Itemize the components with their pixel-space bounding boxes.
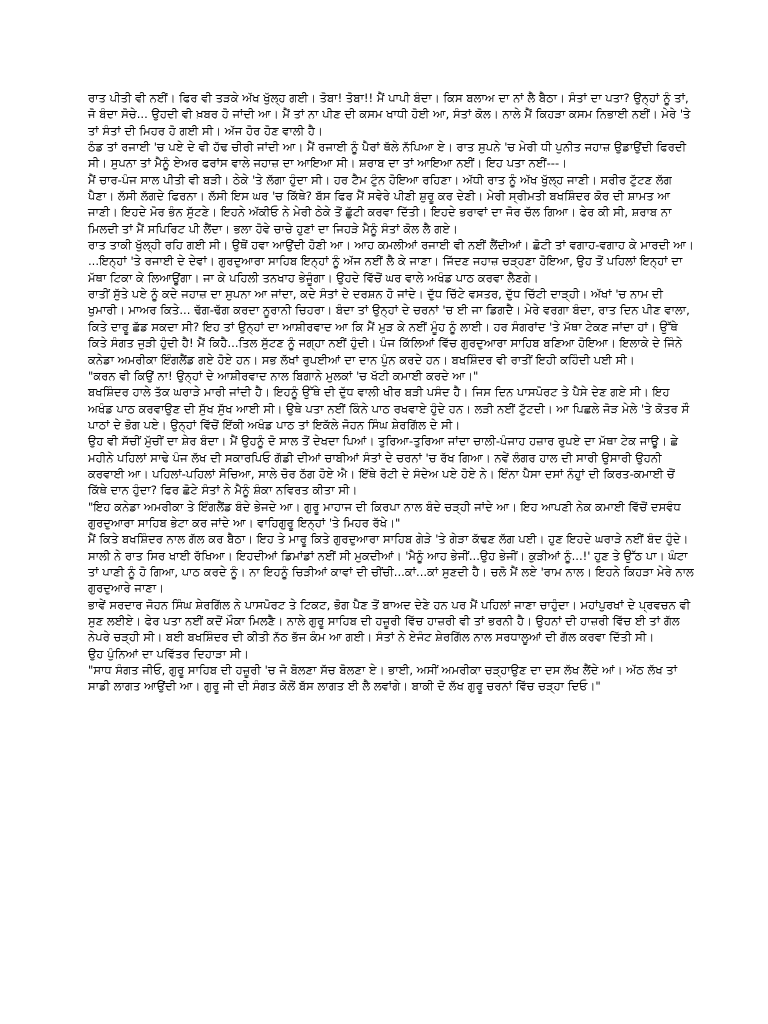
paragraph: ਉਹ ਪੁੰਨਿਆਂ ਦਾ ਪਵਿੱਤਰ ਦਿਹਾੜਾ ਸੀ। [88,646,249,661]
paragraph: ਬਖਸ਼ਿੰਦਰ ਹਾਲੇ ਤੱਕ ਘਰਾੜੇ ਮਾਰੀ ਜਾਂਦੀ ਹੈ। ਇਹਨੂੰ ਉੱਥੇ ਦੀ ਦੁੱਧ ਵਾਲੀ ਖੀਰ ਬੜੀ ਪਸੰਦ ਹੈ। ਜਿਸ ਦਿਨ ਪਾਸਪੋਰਟ ਤੇ ਪੈਸੇ ਦੇਣ ਗਏ ਸੀ। ਇਹ ਅਖੰਡ ਪਾਠ ਕਰਵਾਉਣ ਦੀ ਸੁੱਖ ਸੁੱਖ ਆਈ ਸੀ। ਉਥੇ ਪਤਾ ਨਈਂ ਕਿੰਨੇ ਪਾਠ ਰਖਵਾਏ ਹੁੰਦੇ ਹਨ। ਲੜੀ ਨਈਂ ਟੁੱਟਦੀ। ਆ ਪਿਛਲੇ ਜੋੜ ਮੇਲੇ 'ਤੇ ਕੋਤਰ ਸੌ ਪਾਠਾਂ ਦੇ ਭੋਗ ਪਏ। ਉਨ੍ਹਾਂ ਵਿੱਚੋਂ ਇੱਕੀ ਅਖੰਡ ਪਾਠ ਤਾਂ ਇਕੱਲੇ ਜੋਹਨ ਸਿੰਘ ਸ਼ੇਰਗਿੱਲ ਦੇ ਸੀ। [88,385,690,432]
paragraph: ਮੈਂ ਚਾਰ-ਪੰਜ ਸਾਲ ਪੀਤੀ ਵੀ ਬੜੀ। ਠੇਕੇ 'ਤੇ ਲੱਗਾ ਹੁੰਦਾ ਸੀ। ਹਰ ਟੈਮ ਟੁੰਨ ਹੋਇਆ ਰਹਿਣਾ। ਅੱਧੀ ਰਾਤ ਨੂੰ ਅੱਖ ਖੁੱਲ੍ਹ ਜਾਣੀ। ਸਰੀਰ ਟੁੱਟਣ ਲੱਗ ਪੈਣਾ। ਲੱਸੀ ਲੱਗਦੇ ਫਿਰਨਾ। ਲੱਸੀ ਇਸ ਘਰ 'ਚ ਕਿੱਥੇ? ਬੱਸ ਫਿਰ ਮੈਂ ਸਵੇਰੇ ਪੀਣੀ ਸ਼ੁਰੂ ਕਰ ਦੇਣੀ। ਮੇਰੀ ਸ੍ਰੀਮਤੀ ਬਖਸ਼ਿੰਦਰ ਕੋਰ ਦੀ ਸ਼ਾਮਤ ਆ ਜਾਣੀ। ਇਹਦੇ ਮੋਰ ਭੰਨ ਸੁੱਟਣੇ। ਇਹਨੇ ਅੱਕੀਓ ਨੇ ਮੇਰੀ ਠੇਕੇ ਤੋਂ ਛੁੱਟੀ ਕਰਵਾ ਦਿੱਤੀ। ਇਹਦੇ ਭਰਾਵਾਂ ਦਾ ਜੋਰ ਚੱਲ ਗਿਆ। ਫੇਰ ਕੀ ਸੀ, ਸ਼ਰਾਬ ਨਾ ਮਿਲਦੀ ਤਾਂ ਮੈਂ ਸਪਿਰਿਟ ਪੀ ਲੈਂਦਾ। ਭਲਾ ਹੋਵੇ ਚਾਚੇ ਹੁਣਾਂ ਦਾ ਜਿਹੜੇ ਮੈਨੂੰ ਸੰਤਾਂ ਕੋਲ ਲੈ ਗਏ। [88,172,672,236]
quote-paragraph: "ਸਾਧ ਸੰਗਤ ਜੀਓ, ਗੁਰੂ ਸਾਹਿਬ ਦੀ ਹਜ਼ੂਰੀ 'ਚ ਜੋ ਬੋਲਣਾ ਸੱਚ ਬੋਲਣਾ ਏ। ਭਾਈ, ਅਸੀਂ ਅਮਰੀਕਾ ਚੜ੍ਹਾਉਣ ਦਾ ਦਸ ਲੱਖ ਲੈਂਦੇ ਆਂ। ਅੱਠ ਲੱਖ ਤਾਂ ਸਾਡੀ ਲਾਗਤ ਆਉਂਦੀ ਆ। ਗੁਰੂ ਜੀ ਦੀ ਸੰਗਤ ਕੋਲੋਂ ਬੱਸ ਲਾਗਤ ਈ ਲੈ ਲਵਾਂਗੇ। ਬਾਕੀ ਦੋ ਲੱਖ ਗੁਰੂ ਚਰਨਾਂ ਵਿੱਚ ਚੜ੍ਹਾ ਦਿਓ।" [88,663,678,694]
paragraph: ਮੈਂ ਕਿਤੇ ਬਖਸ਼ਿੰਦਰ ਨਾਲ ਗੱਲ ਕਰ ਬੈਠਾ। ਇਹ ਤੇ ਮਾਰੂ ਕਿਤੇ ਗੁਰਦੁਆਰਾ ਸਾਹਿਬ ਗੇੜੇ 'ਤੇ ਗੇੜਾ ਕੱਢਣ ਲੱਗ ਪਈ। ਹੁਣ ਇਹਦੇ ਘਰਾੜੇ ਨਈਂ ਬੰਦ ਹੁੰਦੇ। ਸਾਲੀ ਨੇ ਰਾਤ ਸਿਰ ਖਾਈ ਰੱਖਿਆ। ਇਹਦੀਆਂ ਡਿਮਾਂਡਾਂ ਨਈਂ ਸੀ ਮੁਕਦੀਆਂ। 'ਮੈਨੂੰ ਆਹ ਭੇਜੀਂ...ਉਹ ਭੇਜੀਂ। ਕੁੜੀਆਂ ਨੂੰ...!' ਹੁਣ ਤੇ ਉੱਠ ਪਾ। ਘੰਟਾ ਤਾਂ ਪਾਣੀ ਨੂੰ ਹੋ ਗਿਆ, ਪਾਠ ਕਰਦੇ ਨੂੰ। ਨਾ ਇਹਨੂੰ ਚਿੜੀਆਂ ਕਾਵਾਂ ਦੀ ਚੀਂਚੀ...ਕਾਂ...ਕਾਂ ਸੁਣਦੀ ਹੈ। ਚਲੋ ਮੈਂ ਲਏ 'ਰਾਮ ਨਾਲ। ਇਹਨੇ ਕਿਹੜਾ ਮੇਰੇ ਨਾਲ ਗੁਰਦੁਆਰੇ ਜਾਣਾ। [88,532,694,596]
quote-paragraph: "ਇਹ ਕਨੇਡਾ ਅਮਰੀਕਾ ਤੇ ਇੰਗਲੈਂਡ ਬੰਦੇ ਭੇਜਦੇ ਆ। ਗੁਰੂ ਮਾਹਾਜ ਦੀ ਕਿਰਪਾ ਨਾਲ ਬੰਦੇ ਚੜ੍ਹੀ ਜਾਂਦੇ ਆ। ਇਹ ਆਪਣੀ ਨੇਕ ਕਮਾਈ ਵਿੱਚੋਂ ਦਸਵੰਧ ਗੁਰਦੁਆਰਾ ਸਾਹਿਬ ਭੇਟਾ ਕਰ ਜਾਂਦੇ ਆ। ਵਾਹਿਗੁਰੂ ਇਨ੍ਹਾਂ 'ਤੇ ਮਿਹਰ ਰੱਖੇ।" [88,499,681,530]
paragraph: ਰਾਤੀਂ ਸੁੱਤੇ ਪਏ ਨੂੰ ਕਦੇ ਜਹਾਜ਼ ਦਾ ਸੁਪਨਾ ਆ ਜਾਂਦਾ, ਕਦੇ ਸੰਤਾਂ ਦੇ ਦਰਸ਼ਨ ਹੋ ਜਾਂਦੇ। ਦੁੱਧ ਚਿੱਟੇ ਵਸਤਰ, ਦੁੱਧ ਚਿੱਟੀ ਦਾੜ੍ਹੀ। ਅੱਖਾਂ 'ਚ ਨਾਮ ਦੀ ਖੁਮਾਰੀ। ਮਾਅਰ ਕਿਤੇ... ਢੱਗ-ਢੱਗ ਕਰਦਾ ਨੂਰਾਨੀ ਚਿਹਰਾ। ਬੰਦਾ ਤਾਂ ਉਨ੍ਹਾਂ ਦੇ ਚਰਨਾਂ 'ਚ ਈ ਜਾ ਡਿਗਦੈ। ਮੇਰੇ ਵਰਗਾ ਬੰਦਾ, ਰਾਤ ਦਿਨ ਪੀਣ ਵਾਲਾ, ਕਿਤੇ ਦਾਰੂ ਛੱਡ ਸਕਦਾ ਸੀ? ਇਹ ਤਾਂ ਉਨ੍ਹਾਂ ਦਾ ਆਸ਼ੀਰਵਾਦ ਆ ਕਿ ਮੈਂ ਮੁੜ ਕੇ ਨਈਂ ਮੂੰਹ ਨੂੰ ਲਾਈ। ਹਰ ਸੰਗਰਾਂਦ 'ਤੇ ਮੱਥਾ ਟੇਕਣ ਜਾਂਦਾ ਹਾਂ। ਉੱਥੇ ਕਿਤੇ ਸੰਗਤ ਜੁੜੀ ਹੁੰਦੀ ਹੈ! ਮੈਂ ਕਿਹੈ...ਤਿਲ ਸੁੱਟਣ ਨੂੰ ਜਗ੍ਹਾ ਨਈਂ ਹੁੰਦੀ। ਪੰਜ ਕਿੱਲਿਆਂ ਵਿੱਚ ਗੁਰਦੁਆਰਾ ਸਾਹਿਬ ਬਣਿਆ ਹੋਇਆ। ਇਲਾਕੇ ਦੇ ਜਿੰਨੇ ਕਨੇਡਾ ਅਮਰੀਕਾ ਇੰਗਲੈਂਡ ਗਏ ਹੋਏ ਹਨ। ਸਭ ਲੱਖਾਂ ਰੁਪਈਆਂ ਦਾ ਦਾਨ ਪੁੰਨ ਕਰਦੇ ਹਨ। ਬਖਸ਼ਿੰਦਰ ਵੀ ਰਾਤੀਂ ਇਹੀ ਕਹਿੰਦੀ ਪਈ ਸੀ। [88,287,690,367]
document-page [88,90,696,695]
quote-paragraph: "ਕਰਨ ਵੀ ਕਿਉਂ ਨਾ! ਉਨ੍ਹਾਂ ਦੇ ਆਸ਼ੀਰਵਾਦ ਨਾਲ ਬਿਗਾਨੇ ਮੁਲਕਾਂ 'ਚ ਖੱਟੀ ਕਮਾਈ ਕਰਦੇ ਆ।" [88,368,479,383]
paragraph: ਭਾਵੇਂ ਸਰਦਾਰ ਜੋਹਨ ਸਿੰਘ ਸ਼ੇਰਗਿੱਲ ਨੇ ਪਾਸਪੋਰਟ ਤੇ ਟਿਕਟ, ਭੋਗ ਪੈਣ ਤੋਂ ਬਾਅਦ ਦੇਣੇ ਹਨ ਪਰ ਮੈਂ ਪਹਿਲਾਂ ਜਾਣਾ ਚਾਹੁੰਦਾ। ਮਹਾਂਪੁਰਖਾਂ ਦੇ ਪ੍ਰਵਚਨ ਵੀ ਸੁਣ ਲਈਏ। ਫੇਰ ਪਤਾ ਨਈਂ ਕਦੋਂ ਮੌਕਾ ਮਿਲਣੈ। ਨਾਲੇ ਗੁਰੂ ਸਾਹਿਬ ਦੀ ਹਜ਼ੂਰੀ ਵਿੱਚ ਹਾਜ਼ਰੀ ਵੀ ਤਾਂ ਭਰਨੀ ਹੈ। ਉਹਨਾਂ ਦੀ ਹਾਜ਼ਰੀ ਵਿੱਚ ਈ ਤਾਂ ਗੱਲ ਨੇਪਰੇ ਚੜ੍ਹੀ ਸੀ। ਬਈ ਬਖਸ਼ਿੰਦਰ ਦੀ ਕੀਤੀ ਨੱਠ ਭੱਜ ਕੰਮ ਆ ਗਈ। ਸੰਤਾਂ ਨੇ ਏਜੰਟ ਸ਼ੇਰਗਿੱਲ ਨਾਲ ਸਰਧਾਲੂਆਂ ਦੀ ਗੱਲ ਕਰਵਾ ਦਿੱਤੀ ਸੀ। [88,597,691,645]
paragraph: ਰਾਤ ਤਾਕੀ ਖੁੱਲ੍ਹੀ ਰਹਿ ਗਈ ਸੀ। ਉਥੋਂ ਹਵਾ ਆਉਂਦੀ ਹੋਣੀ ਆ। ਆਹ ਕਮਲੀਆਂ ਰਜਾਈ ਵੀ ਨਈਂ ਲੈਂਦੀਆਂ। ਛੋਟੀ ਤਾਂ ਵਗਾਹ-ਵਗਾਹ ਕੇ ਮਾਰਦੀ ਆ। ...ਇਨ੍ਹਾਂ 'ਤੇ ਰਜਾਈ ਦੇ ਦੇਵਾਂ। ਗੁਰਦੁਆਰਾ ਸਾਹਿਬ ਇਨ੍ਹਾਂ ਨੂੰ ਅੱਜ ਨਈਂ ਲੈ ਕੇ ਜਾਣਾ। ਜਿੱਦਣ ਜਹਾਜ਼ ਚੜ੍ਹਣਾ ਹੋਇਆ, ਉਹ ਤੋਂ ਪਹਿਲਾਂ ਇਨ੍ਹਾਂ ਦਾ ਮੱਥਾ ਟਿਕਾ ਕੇ ਲਿਆਊਂਗਾ। ਜਾ ਕੇ ਪਹਿਲੀ ਤਨਖਾਹ ਭੇਜੂੰਗਾ। ਉਹਦੇ ਵਿੱਚੋਂ ਘਰ ਵਾਲੇ ਅਖੰਡ ਪਾਠ ਕਰਵਾ ਲੈਣਗੇ। [88,238,694,285]
paragraph: ਉਹ ਵੀ ਸੱਚੀਂ ਮੁੱਚੀਂ ਦਾ ਸ਼ੇਰ ਬੰਦਾ। ਮੈਂ ਉਹਨੂੰ ਦੋ ਸਾਲ ਤੋਂ ਦੇਖਦਾ ਪਿਆਂ। ਤੁਰਿਆ-ਤੁਰਿਆ ਜਾਂਦਾ ਚਾਲੀ-ਪੰਜਾਹ ਹਜ਼ਾਰ ਰੁਪਏ ਦਾ ਮੱਥਾ ਟੇਕ ਜਾਊ। ਛੇ ਮਹੀਨੇ ਪਹਿਲਾਂ ਸਾਢੇ ਪੰਜ ਲੱਖ ਦੀ ਸਕਾਰਪਿਓ ਗੱਡੀ ਦੀਆਂ ਚਾਬੀਆਂ ਸੰਤਾਂ ਦੇ ਚਰਨਾਂ 'ਚ ਰੱਖ ਗਿਆ। ਨਵੇਂ ਲੰਗਰ ਹਾਲ ਦੀ ਸਾਰੀ ਉਸਾਰੀ ਉਹਨੀ ਕਰਵਾਈ ਆ। ਪਹਿਲਾਂ-ਪਹਿਲਾਂ ਸੋਚਿਆ, ਸਾਲੇ ਚੋਰ ਠੱਗ ਹੋਏ ਐ। ਇੱਥੇ ਰੋਟੀ ਦੇ ਸੰਦੇਅ ਪਏ ਹੋਏ ਨੇ। ਇੰਨਾ ਪੈਸਾ ਦਸਾਂ ਨੰਹੁਾਂ ਦੀ ਕਿਰਤ-ਕਮਾਈ ਚੋਂ ਕਿੱਥੇ ਦਾਨ ਹੁੰਦਾ? ਫਿਰ ਛੋਟੇ ਸੰਤਾਂ ਨੇ ਮੈਨੂੰ ਸ਼ੰਕਾ ਨਵਿਰਤ ਕੀਤਾ ਸੀ। [88,434,679,498]
paragraph: ਠੰਡ ਤਾਂ ਰਜਾਈ 'ਚ ਪਏ ਦੇ ਵੀ ਹੱਢ ਚੀਰੀ ਜਾਂਦੀ ਆ। ਮੈਂ ਰਜਾਈ ਨੂੰ ਪੈਰਾਂ ਥੱਲੇ ਨੱਪਿਆ ਏ। ਰਾਤ ਸੁਪਨੇ 'ਚ ਮੇਰੀ ਧੀ ਪੁਨੀਤ ਜਹਾਜ਼ ਉਡਾਉਂਦੀ ਫਿਰਦੀ ਸੀ। ਸੁਪਨਾ ਤਾਂ ਮੈਨੂੰ ਏਅਰ ਫਰਾਂਸ ਵਾਲੇ ਜਹਾਜ਼ ਦਾ ਆਇਆ ਸੀ। ਸ਼ਰਾਬ ਦਾ ਤਾਂ ਆਇਆ ਨਈਂ। ਇਹ ਪਤਾ ਨਈਂ---। [88,140,687,171]
paragraph: ਰਾਤ ਪੀਤੀ ਵੀ ਨਈਂ। ਫਿਰ ਵੀ ਤੜਕੇ ਅੱਖ ਖੁੱਲ੍ਹ ਗਈ। ਤੋਬਾ! ਤੋਬਾ!! ਮੈਂ ਪਾਪੀ ਬੰਦਾ। ਕਿਸ ਬਲਾਅ ਦਾ ਨਾਂ ਲੈ ਬੈਠਾ। ਸੰਤਾਂ ਦਾ ਪਤਾ? ਉਨ੍ਹਾਂ ਨੂੰ ਤਾਂ, ਜੋ ਬੰਦਾ ਸੋਚੇ... ਉਹਦੀ ਵੀ ਖ਼ਬਰ ਹੋ ਜਾਂਦੀ ਆ। ਮੈਂ ਤਾਂ ਨਾ ਪੀਣ ਦੀ ਕਸਮ ਖਾਧੀ ਹੋਈ ਆ, ਸੰਤਾਂ ਕੋਲ। ਨਾਲੇ ਮੈਂ ਕਿਹੜਾ ਕਸਮ ਨਿਭਾਈ ਨਈਂ। ਮੇਰੇ 'ਤੇ ਤਾਂ ਸੰਤਾਂ ਦੀ ਮਿਹਰ ਹੋ ਗਈ ਸੀ। ਅੱਜ ਹੋਰ ਹੋਣ ਵਾਲੀ ਹੈ। [88,91,691,138]
